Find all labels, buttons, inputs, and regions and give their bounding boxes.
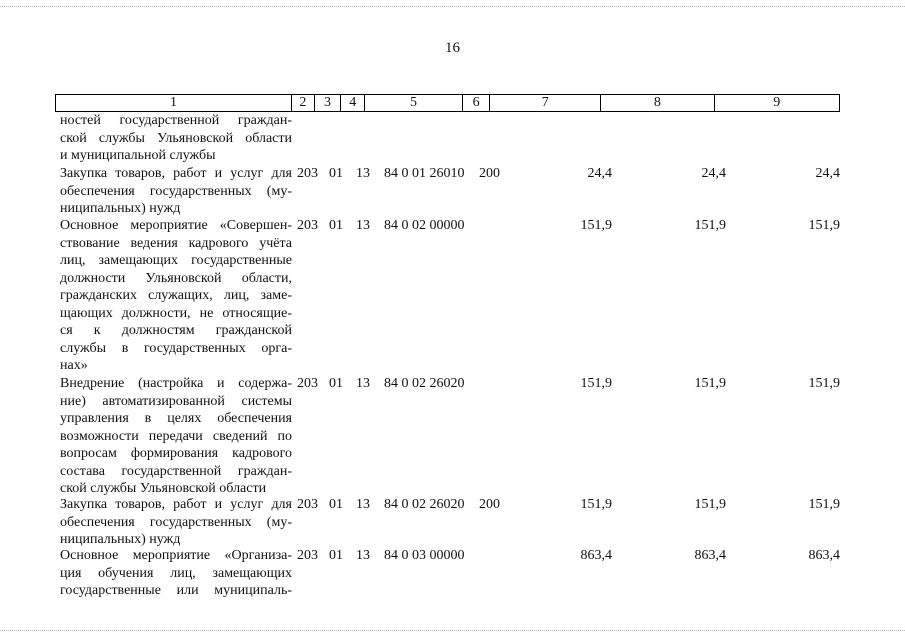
cell-code-3: 01 <box>329 497 343 512</box>
cell-code-2: 203 <box>297 376 318 391</box>
cell-value-7: 151,9 <box>580 497 612 512</box>
header-col-8: 8 <box>601 95 715 111</box>
cell-code-5: 84 0 03 00000 <box>384 548 465 563</box>
cell-code-4: 13 <box>356 497 370 512</box>
scan-edge-bottom <box>0 630 905 631</box>
cell-code-5: 84 0 02 26020 <box>384 376 465 391</box>
cell-value-8: 24,4 <box>701 166 726 181</box>
cell-value-9: 24,4 <box>815 166 840 181</box>
cell-value-9: 863,4 <box>808 548 840 563</box>
cell-code-6: 200 <box>479 497 500 512</box>
cell-value-8: 151,9 <box>694 218 726 233</box>
header-col-4: 4 <box>341 95 365 111</box>
cell-code-4: 13 <box>356 166 370 181</box>
cell-code-3: 01 <box>329 166 343 181</box>
cell-value-7: 151,9 <box>580 376 612 391</box>
cell-code-5: 84 0 01 26010 <box>384 166 465 181</box>
cell-code-3: 01 <box>329 548 343 563</box>
scan-edge-top <box>0 6 905 7</box>
cell-code-2: 203 <box>297 218 318 233</box>
cell-code-4: 13 <box>356 218 370 233</box>
header-col-9: 9 <box>715 95 840 111</box>
cell-value-8: 863,4 <box>694 548 726 563</box>
cell-value-8: 151,9 <box>694 376 726 391</box>
table-header <box>55 94 840 112</box>
cell-value-9: 151,9 <box>808 376 840 391</box>
cell-code-5: 84 0 02 26020 <box>384 497 465 512</box>
cell-code-4: 13 <box>356 376 370 391</box>
cell-code-2: 203 <box>297 497 318 512</box>
header-col-6: 6 <box>463 95 491 111</box>
header-col-7: 7 <box>490 95 601 111</box>
header-col-3: 3 <box>315 95 342 111</box>
cell-code-4: 13 <box>356 548 370 563</box>
cell-value-7: 863,4 <box>580 548 612 563</box>
page-number: 16 <box>445 40 460 56</box>
header-col-5: 5 <box>365 95 463 111</box>
cell-value-9: 151,9 <box>808 218 840 233</box>
table-row-name: ностей государственной граждан- ской службы Ульяновской области и муниципальной службы <box>60 113 292 163</box>
table-row-name: Основное мероприятие «Совершен- ствование ведения кадрового учёта лиц, замещающих государственные должности Ульяновской области, гражданских служащих, лиц, заме- щающих должности, не относящие- ся к должностям гражданской службы в государственных орга- нах» <box>60 218 292 373</box>
cell-value-7: 151,9 <box>580 218 612 233</box>
cell-code-3: 01 <box>329 376 343 391</box>
cell-value-8: 151,9 <box>694 497 726 512</box>
table-row-name: Внедрение (настройка и содержа- ние) автоматизированной системы управления в целях обеспечения возможности передачи сведений по вопросам формирования кадрового состава государственной граждан- ской службы Ульяновской области <box>60 376 292 496</box>
cell-code-2: 203 <box>297 166 318 181</box>
cell-value-9: 151,9 <box>808 497 840 512</box>
cell-value-7: 24,4 <box>587 166 612 181</box>
cell-code-5: 84 0 02 00000 <box>384 218 465 233</box>
header-col-2: 2 <box>292 95 315 111</box>
table-row-name: Основное мероприятие «Организа- ция обучения лиц, замещающих государственные или муниципаль- <box>60 548 292 598</box>
cell-code-3: 01 <box>329 218 343 233</box>
header-col-1: 1 <box>56 95 292 111</box>
cell-code-2: 203 <box>297 548 318 563</box>
cell-code-6: 200 <box>479 166 500 181</box>
table-row-name: Закупка товаров, работ и услуг для обеспечения государственных (му- ниципальных) нужд <box>60 166 292 216</box>
table-row-name: Закупка товаров, работ и услуг для обеспечения государственных (му- ниципальных) нужд <box>60 497 292 547</box>
